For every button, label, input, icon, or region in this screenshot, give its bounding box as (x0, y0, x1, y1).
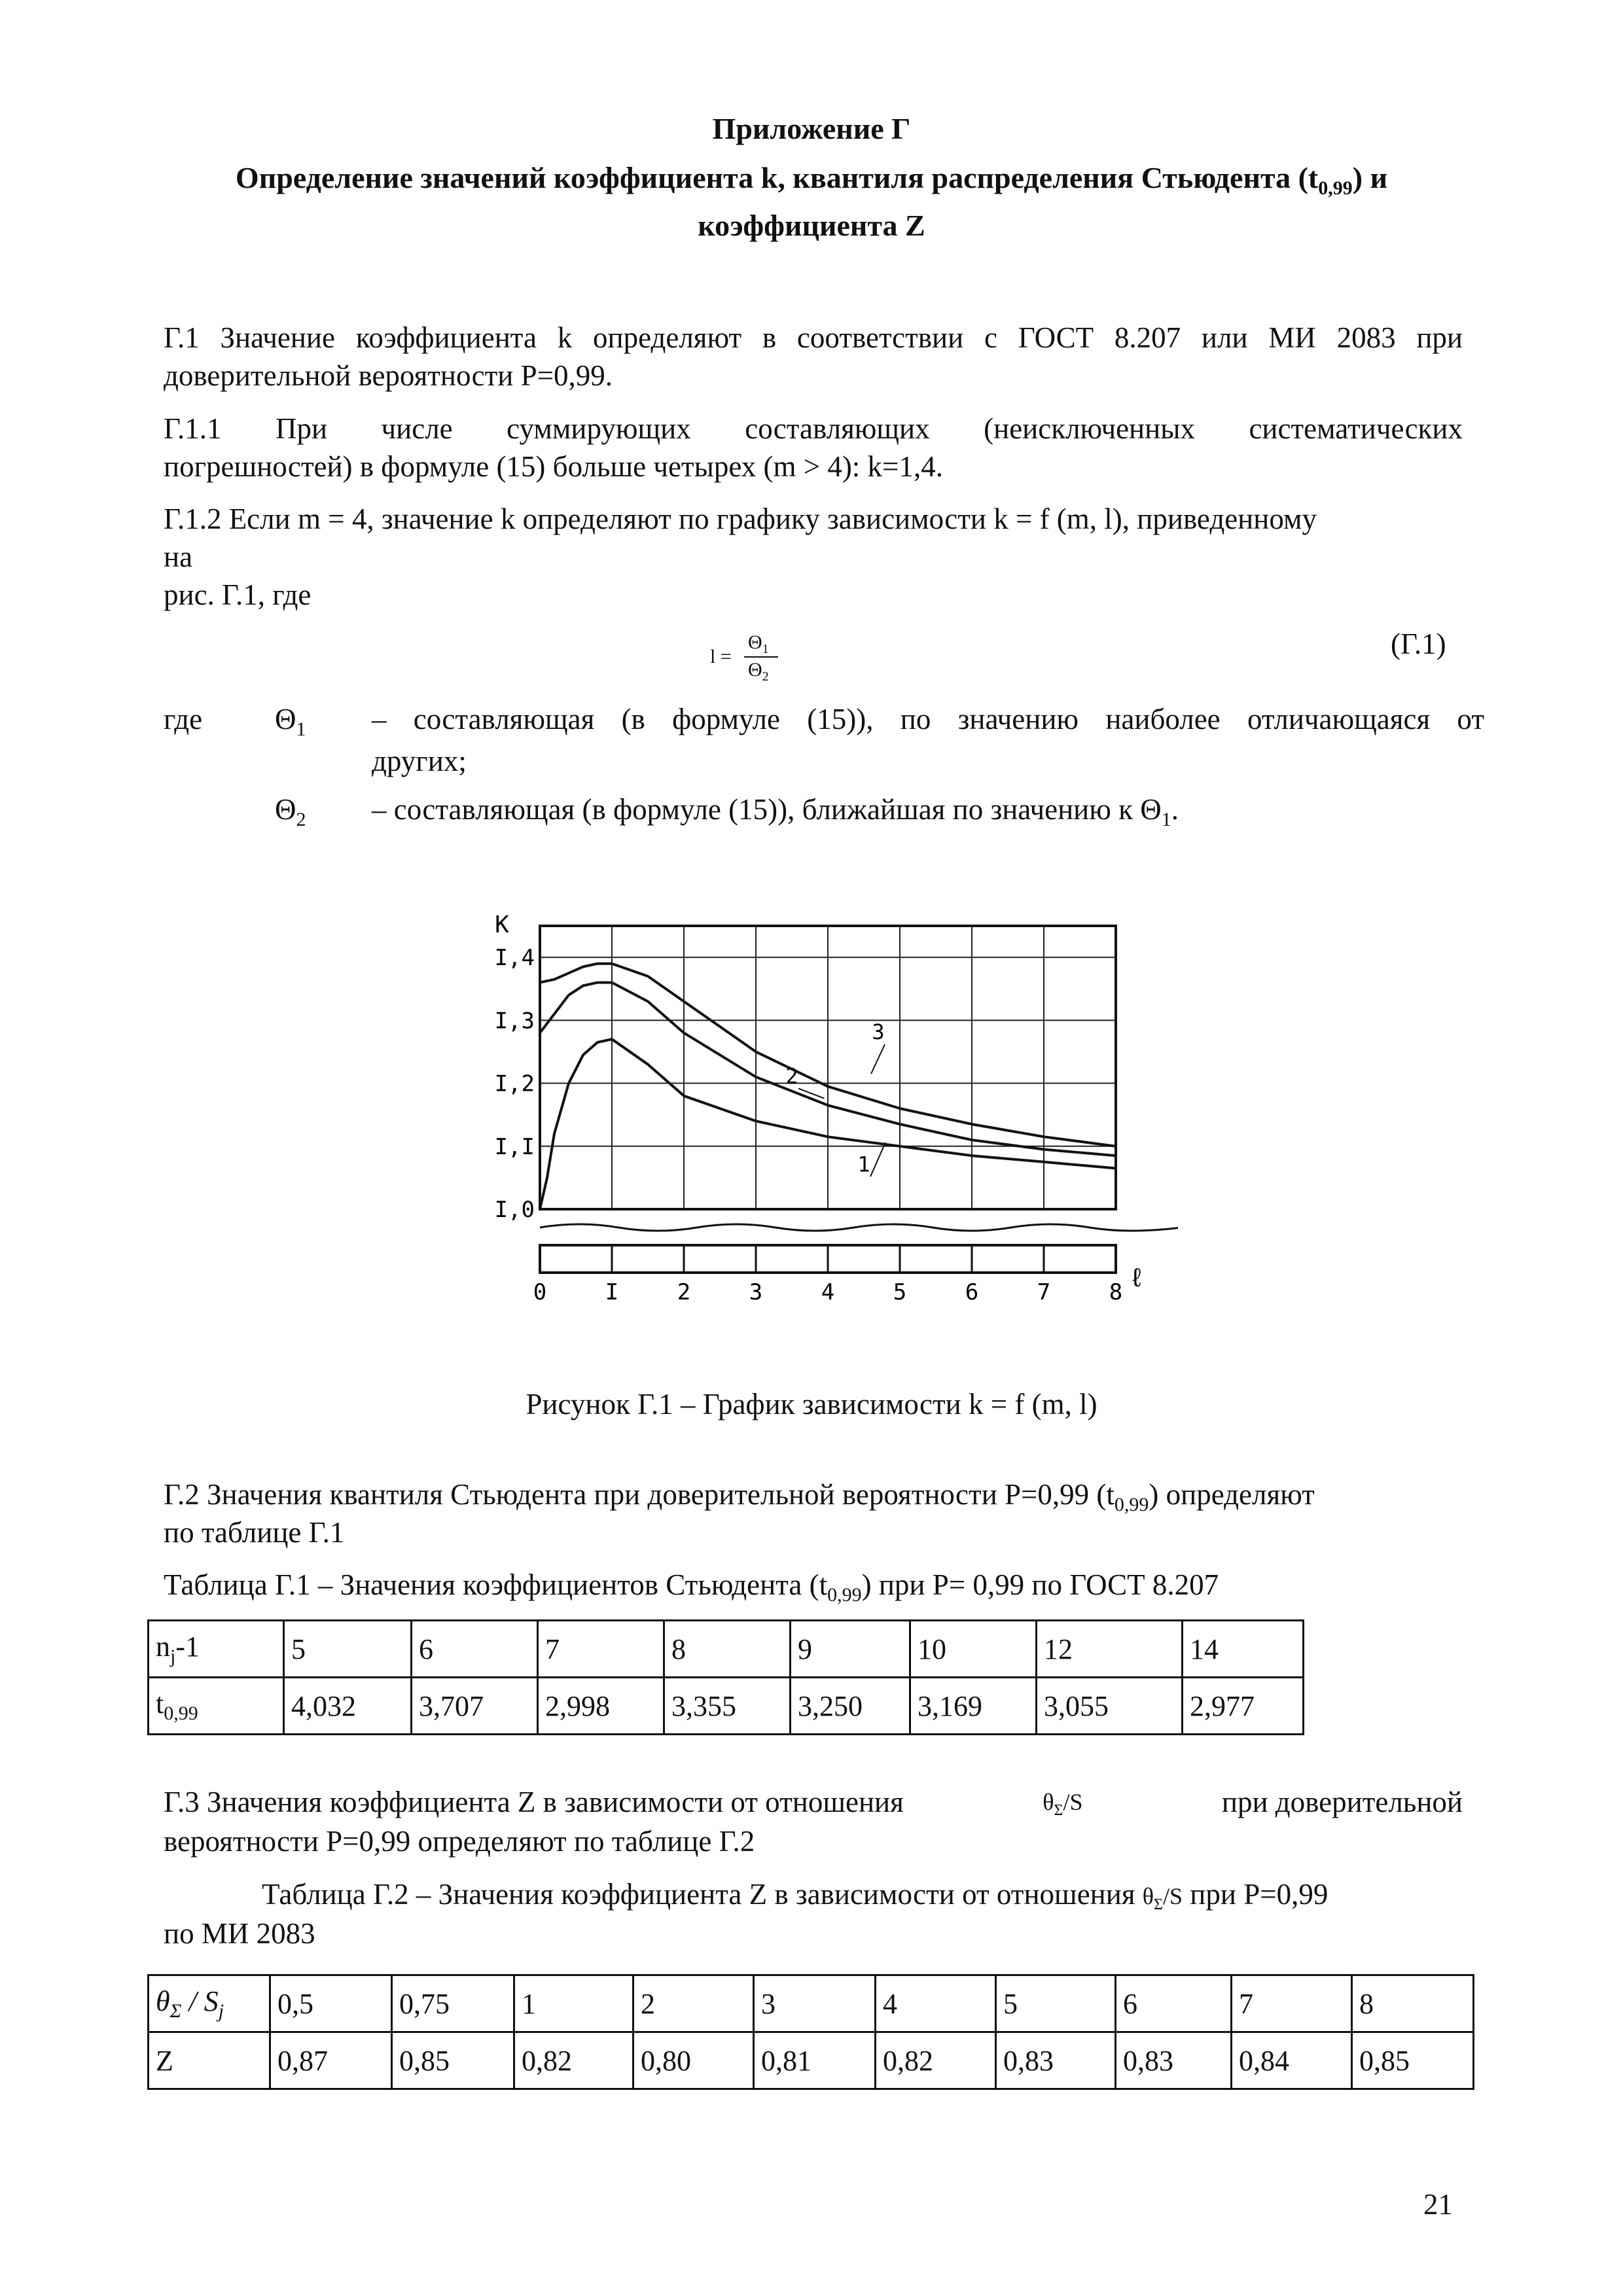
g2-line1: Г.2 Значения квантиля Стьюдента при доверительной вероятности Р=0,99 $(t_{0,99})$ определяют (164, 1478, 1315, 1515)
definitions-where: где (164, 703, 203, 735)
x-tick-label: 3 (749, 1279, 763, 1305)
table1-row-label: $t_{0,99}$ (149, 1678, 284, 1735)
y-tick-label: I,4 (494, 945, 535, 972)
appendix-title: Приложение Г (712, 112, 911, 145)
appendix-subtitle-line2: коэффициента Z (698, 209, 925, 242)
definition-2: – составляющая (в формуле (15)), ближайшая по значению к $\Theta_1$. (372, 793, 1179, 830)
table2-value-cell: 0,84 (1232, 2032, 1352, 2089)
table1-row-label: $n_j-1$ (149, 1621, 284, 1678)
table1-col-cell: 14 (1183, 1621, 1304, 1678)
table2-col-cell: 0,75 (392, 1975, 514, 2032)
formula-fraction-bar (744, 656, 778, 658)
g2-line2: по таблице Г.1 (164, 1516, 345, 1549)
table2-value-cell: 0,81 (754, 2032, 876, 2089)
table2-col-cell: 7 (1232, 1975, 1352, 2032)
k-dependency-chart (458, 890, 1178, 1361)
table2-col-cell: 0,5 (270, 1975, 392, 2032)
definition-1-line1: – составляющая (в формуле (15)), по значению наиболее отличающаяся от (372, 703, 1484, 735)
table1-value-cell: 2,977 (1183, 1678, 1304, 1735)
table2-col-cell: 8 (1352, 1975, 1474, 2032)
table1-col-cell: 8 (664, 1621, 791, 1678)
formula-number: (Г.1) (1391, 627, 1446, 660)
g3-line2: вероятности Р=0,99 определяют по таблице Г.2 (164, 1825, 755, 1858)
series-label-2: 2 (785, 1063, 798, 1089)
page-number: 21 (1423, 2188, 1453, 2221)
table2-value-cell: 0,87 (270, 2032, 392, 2089)
table2-col-cell: 4 (876, 1975, 996, 2032)
table2-header-row (149, 1975, 1474, 2032)
series-leader-1 (870, 1142, 885, 1176)
series-leader-3 (871, 1044, 885, 1074)
student-coefficients-table (147, 1619, 1304, 1735)
table2-value-cell: 0,82 (514, 2032, 633, 2089)
y-tick-label: I,2 (494, 1070, 535, 1097)
subtitle-text-a: Определение значений коэффициента k, квантиля распределения Стьюдента (t (235, 161, 1319, 194)
table2-value-cell: 0,85 (392, 2032, 514, 2089)
g12-line3: рис. Г.1, где (164, 578, 312, 611)
x-tick-label: 8 (1109, 1279, 1123, 1305)
x-tick-label: 4 (821, 1279, 835, 1305)
definition-symbol-1: $\Theta_1$ (275, 703, 306, 740)
table2-col-cell: 2 (633, 1975, 754, 2032)
y-axis-label: К (495, 911, 509, 938)
table2-value-cell: 0,83 (996, 2032, 1116, 2089)
appendix-subtitle-line1 (0, 160, 1623, 200)
table1-col-cell: 5 (284, 1621, 412, 1678)
table1-value-cell: 3,169 (910, 1678, 1037, 1735)
table1-col-cell: 10 (910, 1621, 1037, 1678)
x-tick-label: 6 (965, 1279, 979, 1305)
y-tick-label: I,0 (494, 1197, 535, 1223)
x-axis-label: ℓ (1129, 1263, 1145, 1293)
definition-symbol-2: $\Theta_2$ (275, 793, 306, 830)
table1-header-row (149, 1621, 1304, 1678)
table2-col-cell: 3 (754, 1975, 876, 2032)
table2-caption-line1: Таблица Г.2 – Значения коэффициента Z в зависимости от отношения $\theta_\Sigma/S$ при Р=0,99 (262, 1878, 1329, 1914)
g11-line1: Г.1.1 При числе суммирующих составляющих (неисключенных систематических (164, 412, 1463, 445)
table2-col-cell: 1 (514, 1975, 633, 2032)
g11-line2: погрешностей) в формуле (15) больше четырех (m > 4): k=1,4. (164, 450, 943, 483)
z-coefficients-table (147, 1974, 1474, 2090)
table1-caption: Таблица Г.1 – Значения коэффициентов Стьюдента $(t_{0,99})$ при Р= 0,99 по ГОСТ 8.207 (164, 1568, 1219, 1606)
table1-col-cell: 12 (1037, 1621, 1183, 1678)
g12-line1: Г.1.2 Если m = 4, значение k определяют по графику зависимости k = f (m, l), приведенному (164, 503, 1317, 535)
table2-value-cell: 0,80 (633, 2032, 754, 2089)
table1-value-cell: 3,055 (1037, 1678, 1183, 1735)
series-leader-2 (798, 1089, 825, 1099)
formula-numerator: $\Theta_1$ (748, 631, 769, 656)
table1-col-cell: 6 (412, 1621, 538, 1678)
table1-value-cell: 4,032 (284, 1678, 412, 1735)
x-tick-label: 5 (893, 1279, 907, 1305)
table1-value-cell: 3,707 (412, 1678, 538, 1735)
series-label-3: 3 (872, 1019, 885, 1045)
axis-break-line (540, 1224, 1178, 1231)
table2-caption-line2: по МИ 2083 (164, 1917, 315, 1950)
y-tick-label: I,I (494, 1133, 535, 1160)
table2-value-cell: 0,82 (876, 2032, 996, 2089)
series-label-1: 1 (857, 1152, 870, 1177)
g12-line2: на (164, 540, 193, 573)
definition-1-line2: других; (372, 745, 467, 777)
table2-value-row (149, 2032, 1474, 2089)
g1-line1: Г.1 Значение коэффициента k определяют в соответствии с ГОСТ 8.207 или МИ 2083 при (164, 321, 1463, 354)
subtitle-sub: 0,99 (1318, 177, 1353, 200)
table1-value-cell: 2,998 (538, 1678, 664, 1735)
table2-value-cell: 0,85 (1352, 2032, 1474, 2089)
table2-value-cell: 0,83 (1116, 2032, 1232, 2089)
g1-line2: доверительной вероятности Р=0,99. (164, 359, 613, 392)
table2-col-cell: 6 (1116, 1975, 1232, 2032)
x-tick-label: 2 (677, 1279, 691, 1305)
table2-row-label: Z (149, 2032, 270, 2089)
x-tick-label: I (605, 1279, 619, 1305)
g3-line1: Г.3 Значения коэффициента Z в зависимости от отношения $\theta_\Sigma/S$ при доверительной (164, 1786, 1463, 1820)
table1-col-cell: 9 (791, 1621, 910, 1678)
formula-lhs: l = (710, 646, 732, 667)
table1-col-cell: 7 (538, 1621, 664, 1678)
table1-value-cell: 3,250 (791, 1678, 910, 1735)
table1-value-row (149, 1678, 1304, 1735)
subtitle-text-b: ) и (1352, 161, 1388, 194)
formula-denominator: $\Theta_2$ (748, 659, 769, 684)
y-tick-label: I,3 (494, 1008, 535, 1034)
table2-col-cell: 5 (996, 1975, 1116, 2032)
x-tick-label: 0 (533, 1279, 547, 1305)
figure-caption: Рисунок Г.1 – График зависимости k = f (m, l) (526, 1388, 1097, 1421)
table1-value-cell: 3,355 (664, 1678, 791, 1735)
x-tick-label: 7 (1037, 1279, 1051, 1305)
table2-row-label: $\theta_\Sigma / S_j$ (149, 1975, 270, 2032)
